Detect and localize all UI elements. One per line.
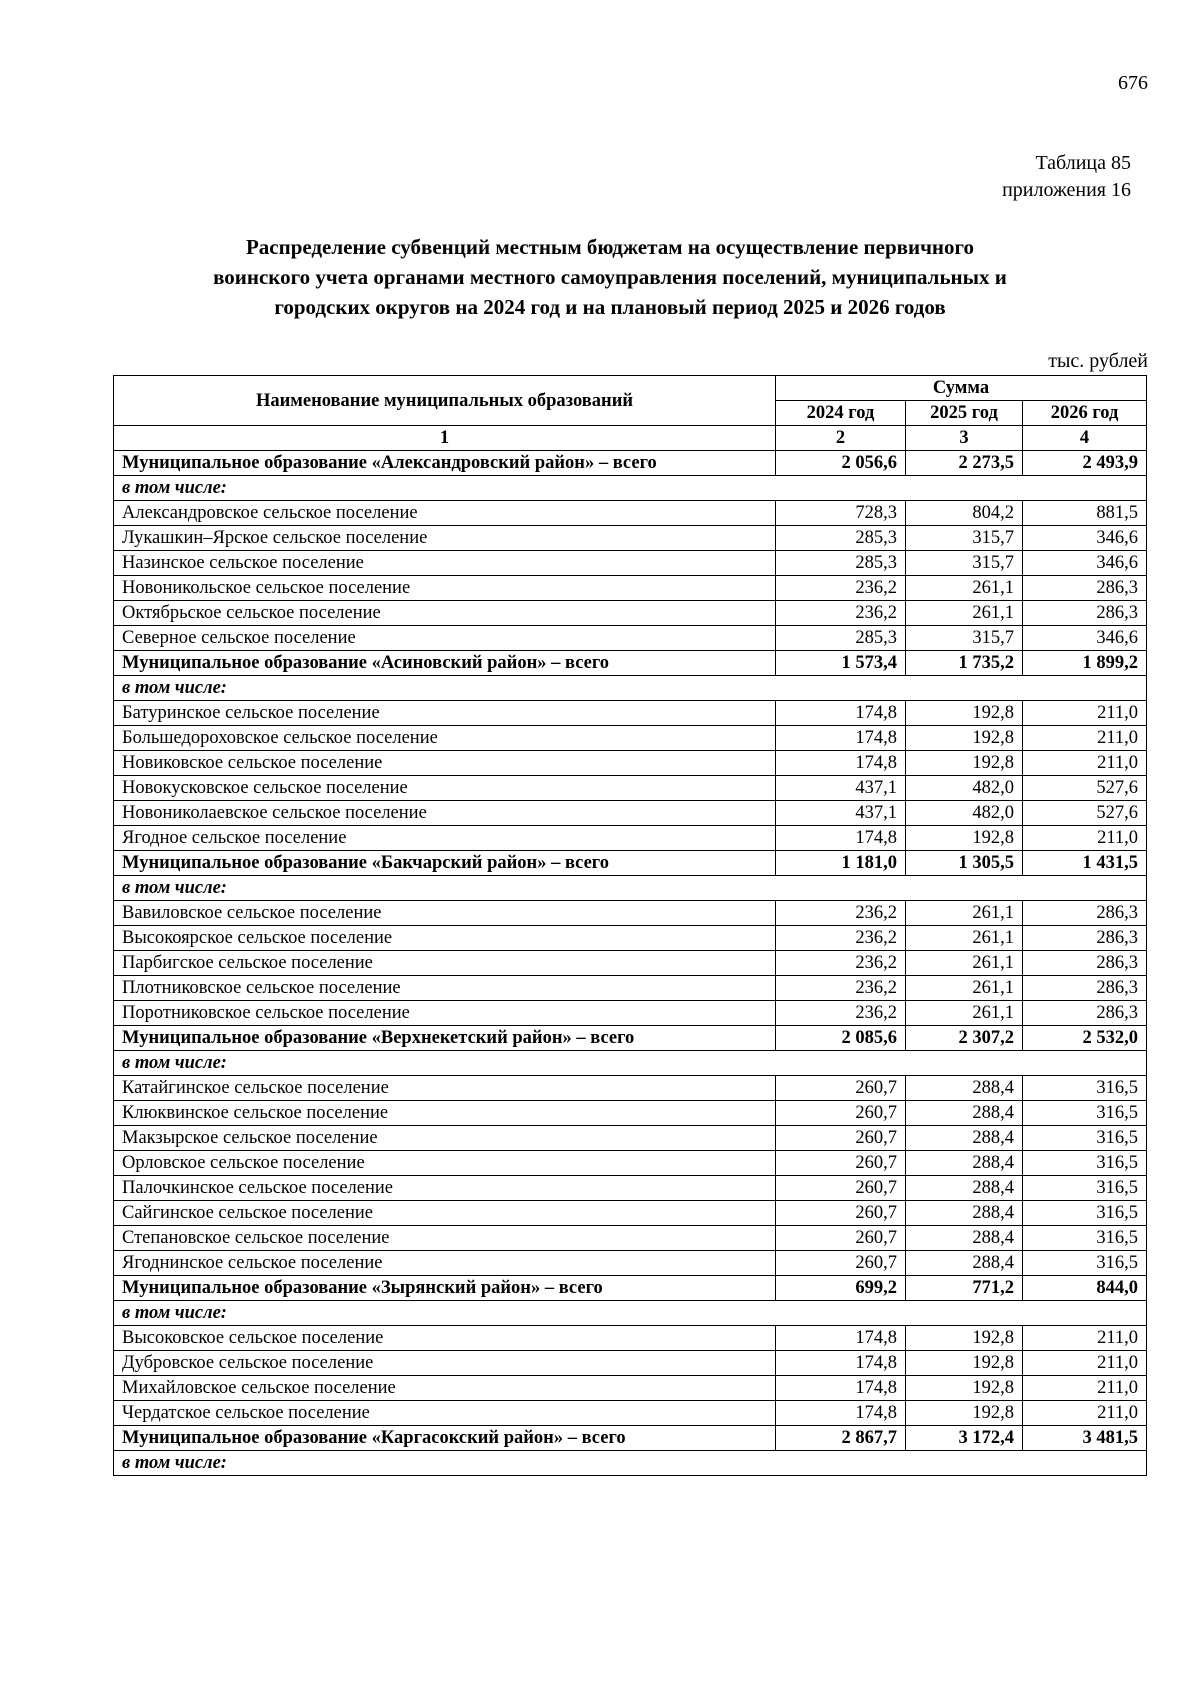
value-2025: 192,8	[906, 1376, 1023, 1401]
value-2024: 437,1	[776, 776, 906, 801]
value-2025: 288,4	[906, 1076, 1023, 1101]
total-2024: 1 181,0	[776, 851, 906, 876]
value-2024: 174,8	[776, 1376, 906, 1401]
value-2024: 260,7	[776, 1151, 906, 1176]
value-2024: 260,7	[776, 1101, 906, 1126]
settlement-name: Орловское сельское поселение	[114, 1151, 776, 1176]
settlement-row	[114, 1226, 1147, 1251]
municipality-name: Муниципальное образование «Каргасокский район» – всего	[114, 1426, 776, 1451]
title-line3: городских округов на 2024 год и на плановый период 2025 и 2026 годов	[274, 295, 946, 319]
value-2026: 346,6	[1023, 551, 1147, 576]
value-2025: 482,0	[906, 776, 1023, 801]
value-2026: 286,3	[1023, 576, 1147, 601]
value-2024: 236,2	[776, 901, 906, 926]
settlement-row	[114, 801, 1147, 826]
value-2025: 192,8	[906, 1351, 1023, 1376]
header-name-column: Наименование муниципальных образований	[114, 376, 776, 426]
settlement-name: Александровское сельское поселение	[114, 501, 776, 526]
value-2025: 804,2	[906, 501, 1023, 526]
total-2025: 2 273,5	[906, 451, 1023, 476]
value-2024: 174,8	[776, 1401, 906, 1426]
header-sum: Сумма	[776, 376, 1147, 401]
settlement-name: Палочкинское сельское поселение	[114, 1176, 776, 1201]
value-2026: 527,6	[1023, 801, 1147, 826]
table-reference-line1: Таблица 85	[1035, 152, 1131, 174]
value-2024: 260,7	[776, 1176, 906, 1201]
value-2026: 211,0	[1023, 826, 1147, 851]
settlement-name: Макзырское сельское поселение	[114, 1126, 776, 1151]
settlement-name: Дубровское сельское поселение	[114, 1351, 776, 1376]
settlement-name: Поротниковское сельское поселение	[114, 1001, 776, 1026]
subhead-row	[114, 876, 1147, 901]
settlement-row	[114, 826, 1147, 851]
settlement-row	[114, 901, 1147, 926]
settlement-row	[114, 776, 1147, 801]
settlement-row	[114, 1126, 1147, 1151]
document-title	[110, 232, 1110, 322]
total-2025: 2 307,2	[906, 1026, 1023, 1051]
value-2024: 260,7	[776, 1126, 906, 1151]
value-2024: 174,8	[776, 751, 906, 776]
value-2024: 260,7	[776, 1076, 906, 1101]
total-2024: 699,2	[776, 1276, 906, 1301]
table-body	[114, 451, 1147, 1476]
column-index: 1	[114, 426, 776, 451]
value-2024: 236,2	[776, 601, 906, 626]
value-2026: 316,5	[1023, 1126, 1147, 1151]
settlement-name: Новониколаевское сельское поселение	[114, 801, 776, 826]
subhead-label: в том числе:	[114, 476, 1147, 501]
settlement-row	[114, 501, 1147, 526]
municipality-name: Муниципальное образование «Верхнекетский район» – всего	[114, 1026, 776, 1051]
value-2026: 316,5	[1023, 1226, 1147, 1251]
municipality-name: Муниципальное образование «Зырянский район» – всего	[114, 1276, 776, 1301]
municipality-name: Муниципальное образование «Бакчарский район» – всего	[114, 851, 776, 876]
municipality-total-row	[114, 851, 1147, 876]
value-2026: 316,5	[1023, 1176, 1147, 1201]
value-2024: 285,3	[776, 526, 906, 551]
settlement-name: Лукашкин–Ярское сельское поселение	[114, 526, 776, 551]
page-number: 676	[1118, 72, 1148, 94]
value-2026: 211,0	[1023, 726, 1147, 751]
value-2025: 261,1	[906, 601, 1023, 626]
value-2024: 285,3	[776, 551, 906, 576]
settlement-row	[114, 1326, 1147, 1351]
subhead-row	[114, 1451, 1147, 1476]
total-2025: 1 735,2	[906, 651, 1023, 676]
value-2024: 174,8	[776, 1326, 906, 1351]
subhead-label: в том числе:	[114, 1051, 1147, 1076]
settlement-name: Октябрьское сельское поселение	[114, 601, 776, 626]
value-2024: 236,2	[776, 951, 906, 976]
value-2025: 288,4	[906, 1251, 1023, 1276]
subvention-table	[113, 375, 1147, 1476]
subhead-label: в том числе:	[114, 1451, 1147, 1476]
total-2026: 1 899,2	[1023, 651, 1147, 676]
header-2025: 2025 год	[906, 401, 1023, 426]
settlement-name: Чердатское сельское поселение	[114, 1401, 776, 1426]
settlement-name: Сайгинское сельское поселение	[114, 1201, 776, 1226]
value-2026: 286,3	[1023, 926, 1147, 951]
value-2026: 527,6	[1023, 776, 1147, 801]
municipality-total-row	[114, 651, 1147, 676]
value-2025: 288,4	[906, 1151, 1023, 1176]
subhead-row	[114, 476, 1147, 501]
settlement-name: Катайгинское сельское поселение	[114, 1076, 776, 1101]
subhead-row	[114, 1051, 1147, 1076]
subhead-row	[114, 1301, 1147, 1326]
value-2024: 285,3	[776, 626, 906, 651]
settlement-name: Батуринское сельское поселение	[114, 701, 776, 726]
value-2025: 261,1	[906, 951, 1023, 976]
value-2024: 236,2	[776, 926, 906, 951]
value-2025: 288,4	[906, 1201, 1023, 1226]
settlement-row	[114, 1076, 1147, 1101]
settlement-row	[114, 976, 1147, 1001]
value-2025: 261,1	[906, 901, 1023, 926]
settlement-row	[114, 1401, 1147, 1426]
settlement-name: Новокусковское сельское поселение	[114, 776, 776, 801]
value-2026: 211,0	[1023, 1351, 1147, 1376]
settlement-row	[114, 1351, 1147, 1376]
settlement-row	[114, 576, 1147, 601]
subhead-row	[114, 676, 1147, 701]
value-2026: 286,3	[1023, 601, 1147, 626]
value-2026: 211,0	[1023, 701, 1147, 726]
subhead-label: в том числе:	[114, 676, 1147, 701]
value-2025: 192,8	[906, 1401, 1023, 1426]
value-2024: 260,7	[776, 1201, 906, 1226]
value-2025: 315,7	[906, 526, 1023, 551]
value-2024: 174,8	[776, 826, 906, 851]
settlement-row	[114, 1101, 1147, 1126]
settlement-row	[114, 526, 1147, 551]
value-2026: 211,0	[1023, 751, 1147, 776]
total-2026: 1 431,5	[1023, 851, 1147, 876]
value-2025: 192,8	[906, 751, 1023, 776]
value-2025: 261,1	[906, 976, 1023, 1001]
total-2024: 2 867,7	[776, 1426, 906, 1451]
value-2024: 174,8	[776, 1351, 906, 1376]
value-2024: 174,8	[776, 701, 906, 726]
settlement-row	[114, 751, 1147, 776]
settlement-row	[114, 626, 1147, 651]
settlement-name: Северное сельское поселение	[114, 626, 776, 651]
value-2025: 192,8	[906, 726, 1023, 751]
settlement-name: Парбигское сельское поселение	[114, 951, 776, 976]
total-2025: 1 305,5	[906, 851, 1023, 876]
settlement-row	[114, 1376, 1147, 1401]
settlement-name: Большедороховское сельское поселение	[114, 726, 776, 751]
municipality-total-row	[114, 1276, 1147, 1301]
value-2024: 236,2	[776, 576, 906, 601]
table-reference	[1002, 150, 1131, 204]
settlement-name: Новиковское сельское поселение	[114, 751, 776, 776]
title-line2: воинского учета органами местного самоуправления поселений, муниципальных и	[213, 265, 1007, 289]
header-2024: 2024 год	[776, 401, 906, 426]
title-line1: Распределение субвенций местным бюджетам на осуществление первичного	[245, 235, 975, 259]
value-2024: 236,2	[776, 1001, 906, 1026]
total-2025: 3 172,4	[906, 1426, 1023, 1451]
value-2025: 192,8	[906, 701, 1023, 726]
total-2026: 2 493,9	[1023, 451, 1147, 476]
municipality-name: Муниципальное образование «Александровский район» – всего	[114, 451, 776, 476]
column-index: 4	[1023, 426, 1147, 451]
settlement-name: Назинское сельское поселение	[114, 551, 776, 576]
value-2024: 174,8	[776, 726, 906, 751]
table-reference-line2: приложения 16	[1002, 179, 1131, 201]
value-2025: 192,8	[906, 1326, 1023, 1351]
settlement-row	[114, 1176, 1147, 1201]
value-2024: 260,7	[776, 1251, 906, 1276]
total-2026: 3 481,5	[1023, 1426, 1147, 1451]
value-2026: 286,3	[1023, 1001, 1147, 1026]
settlement-row	[114, 601, 1147, 626]
value-2026: 346,6	[1023, 626, 1147, 651]
municipality-total-row	[114, 451, 1147, 476]
settlement-name: Вавиловское сельское поселение	[114, 901, 776, 926]
value-2025: 288,4	[906, 1101, 1023, 1126]
value-2026: 211,0	[1023, 1376, 1147, 1401]
total-2026: 2 532,0	[1023, 1026, 1147, 1051]
settlement-name: Михайловское сельское поселение	[114, 1376, 776, 1401]
settlement-name: Ягодное сельское поселение	[114, 826, 776, 851]
total-2025: 771,2	[906, 1276, 1023, 1301]
value-2024: 437,1	[776, 801, 906, 826]
units-label: тыс. рублей	[1048, 350, 1148, 372]
value-2025: 261,1	[906, 926, 1023, 951]
value-2026: 316,5	[1023, 1151, 1147, 1176]
value-2025: 261,1	[906, 576, 1023, 601]
municipality-total-row	[114, 1026, 1147, 1051]
settlement-name: Степановское сельское поселение	[114, 1226, 776, 1251]
header-2026: 2026 год	[1023, 401, 1147, 426]
settlement-name: Ягоднинское сельское поселение	[114, 1251, 776, 1276]
column-index: 3	[906, 426, 1023, 451]
value-2026: 346,6	[1023, 526, 1147, 551]
header-row	[114, 376, 1147, 401]
value-2024: 236,2	[776, 976, 906, 1001]
value-2025: 315,7	[906, 626, 1023, 651]
settlement-row	[114, 701, 1147, 726]
value-2025: 315,7	[906, 551, 1023, 576]
value-2025: 261,1	[906, 1001, 1023, 1026]
column-index-row	[114, 426, 1147, 451]
value-2025: 288,4	[906, 1126, 1023, 1151]
value-2024: 260,7	[776, 1226, 906, 1251]
value-2026: 316,5	[1023, 1101, 1147, 1126]
settlement-name: Плотниковское сельское поселение	[114, 976, 776, 1001]
value-2026: 316,5	[1023, 1076, 1147, 1101]
value-2026: 286,3	[1023, 901, 1147, 926]
total-2024: 2 085,6	[776, 1026, 906, 1051]
value-2026: 286,3	[1023, 976, 1147, 1001]
municipality-name: Муниципальное образование «Асиновский район» – всего	[114, 651, 776, 676]
settlement-row	[114, 551, 1147, 576]
settlement-row	[114, 726, 1147, 751]
value-2026: 286,3	[1023, 951, 1147, 976]
value-2026: 211,0	[1023, 1401, 1147, 1426]
value-2025: 192,8	[906, 826, 1023, 851]
settlement-name: Новоникольское сельское поселение	[114, 576, 776, 601]
settlement-row	[114, 951, 1147, 976]
value-2025: 288,4	[906, 1176, 1023, 1201]
municipality-total-row	[114, 1426, 1147, 1451]
subhead-label: в том числе:	[114, 1301, 1147, 1326]
settlement-name: Высокоярское сельское поселение	[114, 926, 776, 951]
total-2024: 1 573,4	[776, 651, 906, 676]
settlement-row	[114, 1001, 1147, 1026]
value-2026: 881,5	[1023, 501, 1147, 526]
value-2024: 728,3	[776, 501, 906, 526]
value-2026: 211,0	[1023, 1326, 1147, 1351]
settlement-row	[114, 1251, 1147, 1276]
value-2026: 316,5	[1023, 1201, 1147, 1226]
value-2025: 482,0	[906, 801, 1023, 826]
value-2026: 316,5	[1023, 1251, 1147, 1276]
settlement-name: Высоковское сельское поселение	[114, 1326, 776, 1351]
settlement-row	[114, 1151, 1147, 1176]
value-2025: 288,4	[906, 1226, 1023, 1251]
total-2026: 844,0	[1023, 1276, 1147, 1301]
subhead-label: в том числе:	[114, 876, 1147, 901]
settlement-row	[114, 1201, 1147, 1226]
total-2024: 2 056,6	[776, 451, 906, 476]
column-index: 2	[776, 426, 906, 451]
settlement-name: Клюквинское сельское поселение	[114, 1101, 776, 1126]
settlement-row	[114, 926, 1147, 951]
